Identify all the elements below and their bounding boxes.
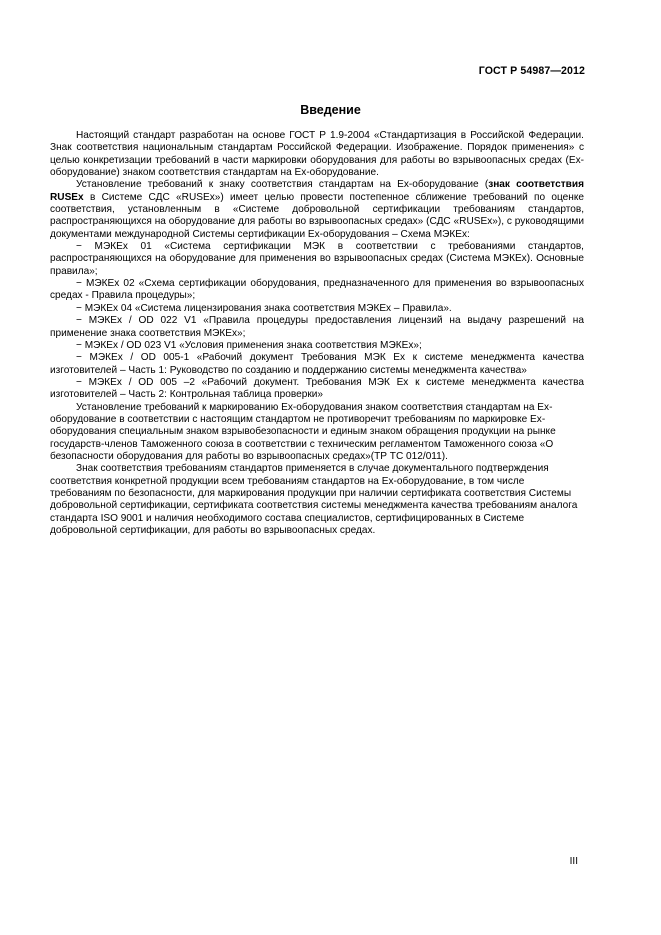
list-item: − МЭКЕх / OD 022 V1 «Правила процедуры предоставления лицензий на выдачу разрешений на применение знака соответствия МЭКЕх»; [50, 315, 584, 339]
section-title: Введение [300, 103, 361, 117]
list-item: − МЭКЕх / OD 005 –2 «Рабочий документ. Требования МЭК Ех к системе менеджмента качества изготовителей – Часть 2: Контрольная таблица проверки» [50, 376, 584, 401]
list-item: − МЭКЕх / OD 005-1 «Рабочий документ Требования МЭК Ех к системе менеджмента качества изготовителей – Часть 1: Руководство по созданию и поддержанию системы менеджмента качества» [50, 352, 584, 376]
paragraph-requirements-end: в Системе СДС «RUSEx») имеет целью провести постепенное сближение требований по оценке соответствия, установленным в «Системе добровольной сертификации требованиям стандартов, распространяющихся на оборудование для работы во взрывоопасных средах» (СДС «RUSEx»), с руководящими документами международной Системы сертификации Ех-оборудования – Схема МЭКЕх: [50, 191, 584, 240]
list-item: − МЭКЕх / OD 023 V1 «Условия применения знака соответствия МЭКЕх»; [76, 339, 422, 351]
list-item: − МЭКЕх 01 «Система сертификации МЭК в соответствии с требованиями стандартов, распространяющихся на оборудование для применения во взрывоопасных средах (Система МЭКЕх). Основные правила»; [50, 241, 584, 277]
paragraph-requirements [50, 179, 584, 241]
page-number: III [569, 856, 578, 867]
list-item: − МЭКЕх 02 «Схема сертификации оборудования, предназначенного для применения во взрывоопасных средах - Правила процедуры»; [50, 278, 584, 302]
list-item: − МЭКЕх 04 «Система лицензирования знака соответствия МЭКЕх – Правила». [76, 302, 452, 314]
document-body [50, 130, 584, 537]
paragraph-marking: Установление требований к маркированию Ех-оборудования знаком соответствия стандартам на Ех-оборудование в соответствии с настоящим стандартом не противоречит требованиям по маркировке Ех-оборудования специальным знаком взрывобезопасности и единым знаком обращения продукции на рынке государств-членов Таможенного союза в соответствии с техническим регламентом Таможенного союза «О безопасности оборудования для работы во взрывоопасных средах»(ТР ТС 012/011). [50, 401, 556, 462]
paragraph-requirements-start: Установление требований к знаку соответствия стандартам на Ех-оборудование ( [76, 179, 489, 191]
paragraph-intro: Настоящий стандарт разработан на основе ГОСТ Р 1.9-2004 «Стандартизация в Российской Федерации. Знак соответствия национальным стандартам Российской Федерации. Изображение. Порядок применения» с целью конкретизации требований в части маркировки оборудования для работы во взрывоопасных средах (Ех-оборудование) знаком соответствия стандартам на Ех-оборудование. [50, 130, 584, 179]
paragraph-conformity-mark: Знак соответствия требованиям стандартов применяется в случае документального подтверждения соответствия конкретной продукции всем требованиям стандартов на Ех-оборудование, в том числе требованиям по безопасности, для маркирования продукции при наличии сертификата соответствия Системы добровольной сертификации, сертификата соответствия системы менеджмента качества требованиям аналога стандарта ISO 9001 и наличия необходимого состава специалистов, сертифицированных в Системе добровольной сертификации, для работы во взрывоопасных средах. [50, 463, 578, 536]
paragraph-requirements-bold: знак соответствия RUSEx [50, 179, 584, 203]
document-id: ГОСТ Р 54987—2012 [478, 65, 585, 77]
